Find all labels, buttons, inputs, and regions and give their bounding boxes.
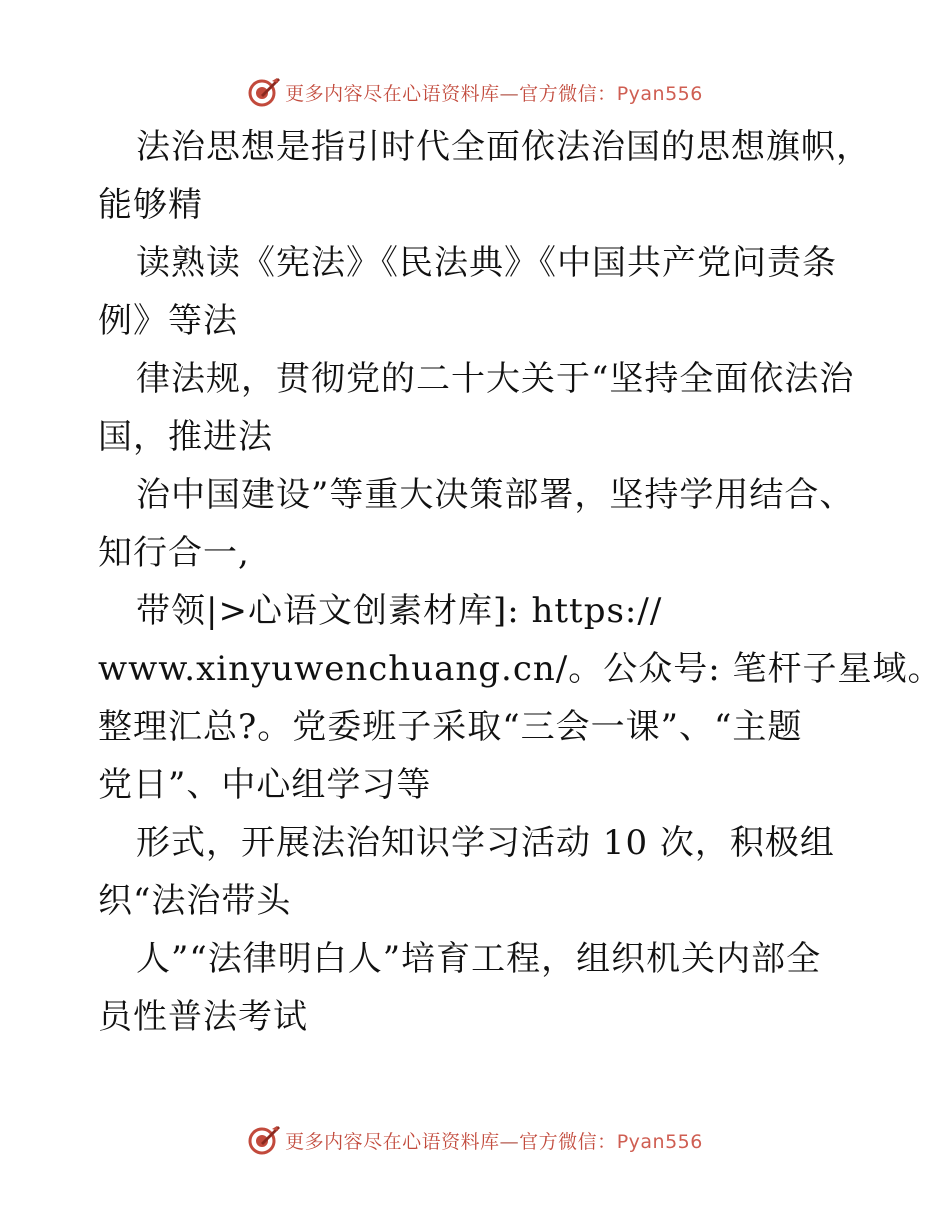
text-line: 带领|>心语文创素材库]: https:// (136, 591, 663, 631)
text-line: 律法规，贯彻党的二十大关于“坚持全面依法治 (136, 359, 855, 399)
header-wechat-label: 官方微信： (519, 82, 617, 105)
quill-seal-icon (247, 75, 281, 109)
header-banner (0, 72, 950, 112)
footer-separator: — (499, 1130, 520, 1153)
footer-wechat-label: 官方微信： (519, 1130, 617, 1153)
footer-wechat-id: Pyan556 (616, 1130, 703, 1153)
quill-seal-icon (247, 1123, 281, 1157)
text-line: www.xinyuwenchuang.cn/。公众号: 笔杆子星域。 (98, 649, 943, 689)
text-line: 员性普法考试 (98, 997, 308, 1037)
text-line: 能够精 (98, 185, 203, 225)
header-separator: — (499, 82, 520, 105)
text-line: 例》等法 (98, 301, 238, 341)
text-line: 党日”、中心组学习等 (98, 765, 432, 805)
header-wechat-id: Pyan556 (616, 82, 703, 105)
text-line: 读熟读《宪法》《民法典》《中国共产党问责条 (136, 243, 837, 283)
text-line: 形式，开展法治知识学习活动 10 次，积极组 (136, 823, 835, 863)
footer-brand-text (285, 1127, 703, 1154)
header-brand: 更多内容尽在心语资料库 (285, 82, 500, 105)
text-line: 织“法治带头 (98, 881, 292, 921)
footer-brand: 更多内容尽在心语资料库 (285, 1130, 500, 1153)
text-line: 人”“法律明白人”培育工程，组织机关内部全 (136, 939, 822, 979)
text-line: 治中国建设”等重大决策部署，坚持学用结合、 (136, 475, 855, 515)
text-line: 整理汇总?。党委班子采取“三会一课”、“主题 (98, 707, 803, 747)
body-text (98, 118, 943, 1046)
header-brand-text (285, 79, 703, 106)
text-line: 法治思想是指引时代全面依法治国的思想旗帜， (136, 127, 871, 167)
text-line: 知行合一, (98, 533, 250, 573)
footer-banner (0, 1120, 950, 1160)
text-line: 国，推进法 (98, 417, 273, 457)
